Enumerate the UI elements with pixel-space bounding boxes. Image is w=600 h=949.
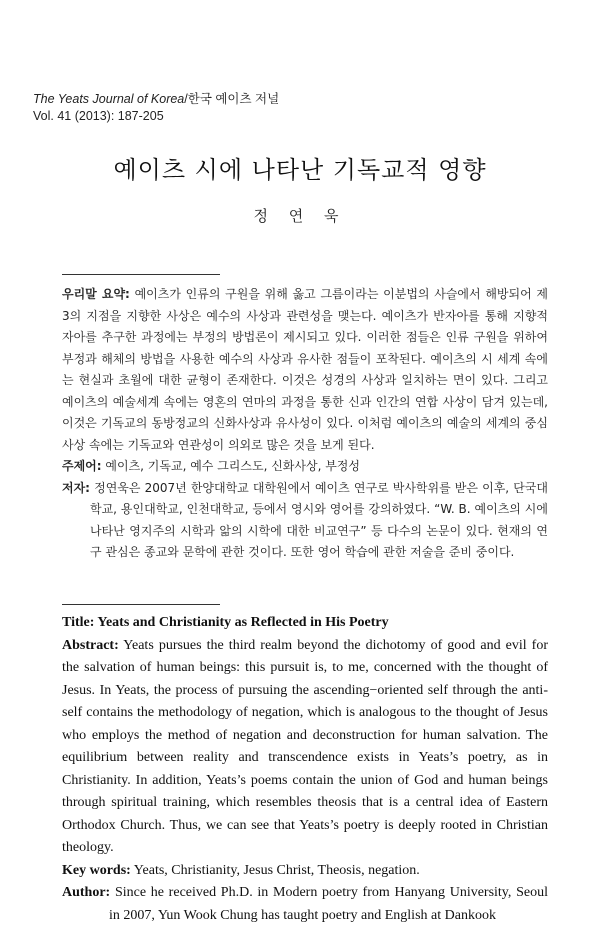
journal-name-korean: /한국 예이츠 저널 bbox=[184, 92, 280, 106]
journal-volume: Vol. 41 (2013): 187-205 bbox=[33, 109, 164, 123]
english-keywords-label: Key words: bbox=[62, 862, 131, 878]
korean-keywords-label: 주제어: bbox=[62, 459, 102, 473]
english-title bbox=[62, 612, 548, 635]
article-title: 예이츠 시에 나타난 기독교적 영향 bbox=[113, 156, 487, 184]
korean-keywords-text: 예이츠, 기독교, 예수 그리스도, 신화사상, 부정성 bbox=[101, 459, 360, 473]
english-author-bio bbox=[62, 882, 548, 927]
korean-section bbox=[62, 284, 548, 564]
english-abstract-label: Abstract: bbox=[62, 637, 119, 653]
english-keywords-text: Yeats, Christianity, Jesus Christ, Theosis, negation. bbox=[130, 862, 420, 878]
section-divider bbox=[62, 274, 220, 275]
korean-abstract-text: 예이츠가 인류의 구원을 위해 옳고 그름이라는 이분법의 사슬에서 해방되어 제 3의 지점을 지향한 사상은 예수의 사상과 관련성을 맺는다. 예이츠가 반자아를 통해 지향적 자아를 추구한 과정에는 부정의 방법론이 제시되고 있다. 이러한 점들은 인류 구원을 위하여 부정과 해체의 방법을 사용한 예수의 사상과 유사한 점들이 포착된다. 예이츠의 시 세계 속에는 현실과 초월에 대한 균형이 존재한다. 이것은 성경의 사상과 일치하는 면이 있다. 그리고 예이츠의 예술세계 속에는 영혼의 연마의 과정을 통한 신과 인간의 연합 사상이 담겨 있는데, 이것은 기독교의 동방정교의 신화사상과 유사성이 있다. 이처럼 예이츠의 예술의 세계의 중심사상 속에는 기독교와 연관성이 의외로 많은 것을 보게 된다. bbox=[62, 287, 548, 452]
korean-abstract-label: 우리말 요약: bbox=[62, 287, 130, 301]
english-author-label: Author: bbox=[62, 885, 111, 900]
english-author-text: Since he received Ph.D. in Modern poetry from Hanyang University, Seoul in 2007, Yun Wook Chung has taught poetry and English at Dankook bbox=[109, 885, 548, 923]
english-title-text: Title: Yeats and Christianity as Reflected in His Poetry bbox=[62, 615, 389, 630]
article-author: 정 연 욱 bbox=[253, 207, 347, 225]
english-section bbox=[62, 612, 548, 927]
korean-keywords bbox=[62, 456, 548, 478]
korean-author-label: 저자: bbox=[62, 480, 90, 495]
journal-name: The Yeats Journal of Korea bbox=[33, 92, 185, 106]
english-abstract-text: Yeats pursues the third realm beyond the dichotomy of good and evil for the salvation of human beings: this pursuit is, to me, concerned with the thought of Jesus. In Yeats, the process of pursuing the ascending−oriented self through the anti-self contains the methodology of negation, which is analogous to the thought of Jesus who employs the method of negation and deconstruction for human salvation. The equilibrium between reality and transcendence exists in Yeats’s poetry, as in Christianity. In addition, Yeats’s poems contain the union of God and human beings through spiritual training, which resembles theosis that is a central idea of Eastern Orthodox Church. Thus, we can see that Yeats’s poetry is deeply rooted in Christian theology. bbox=[62, 637, 548, 855]
korean-author-text: 정연욱은 2007년 한양대학교 대학원에서 예이츠 연구로 박사학위를 받은 이후, 단국대학교, 용인대학교, 인천대학교, 등에서 영시와 영어를 강의하였다. “W. B. 예이츠의 시에 나타난 영지주의 시학과 앎의 시학에 대한 비교연구” 등 다수의 논문이 있다. 현재의 연구 관심은 종교와 문학에 관한 것이다. 또한 영어 학습에 관한 저술을 준비 중이다. bbox=[89, 480, 548, 559]
journal-header bbox=[33, 91, 279, 125]
english-keywords bbox=[62, 860, 548, 883]
section-divider bbox=[62, 604, 220, 605]
english-abstract bbox=[62, 635, 548, 860]
korean-author-bio bbox=[62, 478, 548, 564]
journal-name-line bbox=[33, 91, 279, 108]
korean-abstract bbox=[62, 284, 548, 456]
